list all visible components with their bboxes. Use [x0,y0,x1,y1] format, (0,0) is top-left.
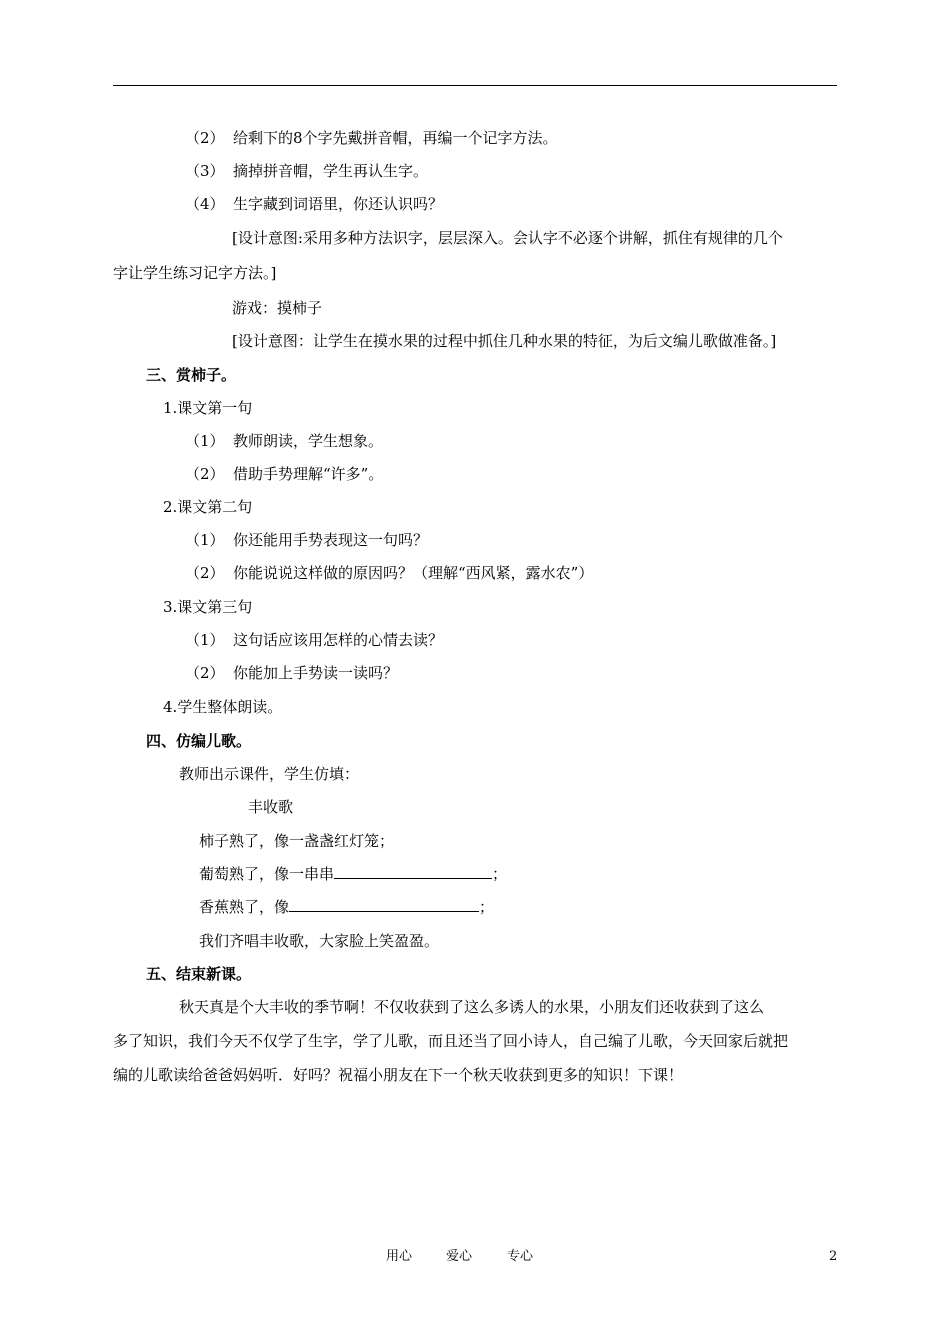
item-text: 给剩下的8个字先戴拼音帽，再编一个记字方法。 [233,129,558,147]
closing-paragraph-line-3: 编的儿歌读给爸爸妈妈听．好吗？祝福小朋友在下一个秋天收获到更多的知识！下课！ [113,1066,684,1084]
item-text: 生字藏到词语里，你还认识吗？ [233,195,444,213]
game-label: 游戏：摸柿子 [232,299,323,317]
subsection-heading: 1.课文第一句 [163,399,253,417]
item-number: （2） [185,465,225,483]
item-text: 你能说说这样做的原因吗？（理解“西风紧，露水农”） [233,564,594,582]
item-text: 借助手势理解“许多”。 [233,465,384,483]
poem-line-2-text: 葡萄熟了，像一串串 [199,865,335,883]
subsection-heading: 4.学生整体朗读。 [163,698,283,716]
design-intent-1-line1: [设计意图:采用多种方法识字，层层深入。会认字不必逐个讲解，抓住有规律的几个 [232,229,783,247]
item-number: （2） [185,129,225,147]
list-item [185,630,443,650]
item-text: 你能加上手势读一读吗？ [233,664,399,682]
poem-line-1: 柿子熟了，像一盏盏红灯笼； [199,832,395,850]
poem-line-4: 我们齐唱丰收歌，大家脸上笑盈盈。 [199,932,440,950]
section-5-heading: 五、结束新课。 [146,965,252,983]
item-number: （1） [185,531,225,549]
list-item [185,161,428,181]
footer-word-3: 专心 [507,1249,534,1264]
closing-paragraph-line-2: 多了知识，我们今天不仅学了生字，学了儿歌，而且还当了回小诗人，自己编了儿歌，今天回家后就把 [113,1032,789,1050]
item-text: 你还能用手势表现这一句吗？ [233,531,429,549]
list-item [185,530,428,550]
footer-word-1: 用心 [386,1249,413,1264]
poem-line-3-text: 香蕉熟了，像 [199,898,290,916]
list-item [185,663,398,683]
item-number: （2） [185,664,225,682]
design-intent-1-line2: 字让学生练习记字方法。] [113,264,277,282]
list-item [185,128,558,148]
fill-in-blank-grape[interactable] [334,864,492,879]
item-number: （3） [185,162,225,180]
item-number: （2） [185,564,225,582]
fill-in-blank-banana[interactable] [289,897,479,912]
item-number: （4） [185,195,225,213]
subsection-heading: 2.课文第二句 [163,498,253,516]
poem-intro: 教师出示课件，学生仿填： [179,765,360,783]
list-item [185,431,383,451]
item-text: 这句话应该用怎样的心情去读？ [233,631,444,649]
poem-punctuation: ； [492,865,508,883]
closing-paragraph-line-1: 秋天真是个大丰收的季节啊！不仅收获到了这么多诱人的水果，小朋友们还收获到了这么 [179,998,765,1016]
list-item [185,194,443,214]
poem-title: 丰收歌 [248,798,294,816]
section-3-heading: 三、赏柿子。 [146,366,237,384]
list-item [185,464,383,484]
item-number: （1） [185,432,225,450]
section-4-heading: 四、仿编儿歌。 [146,732,252,750]
header-rule [113,85,837,86]
subsection-heading: 3.课文第三句 [163,598,253,616]
item-text: 教师朗读，学生想象。 [233,432,384,450]
design-intent-2: [设计意图：让学生在摸水果的过程中抓住几种水果的特征，为后文编儿歌做准备。] [232,332,777,350]
poem-line-2 [199,864,507,884]
poem-punctuation: ； [479,898,495,916]
page-number: 2 [829,1249,838,1264]
footer-word-2: 爱心 [446,1249,473,1264]
poem-line-3 [199,897,494,917]
item-text: 摘掉拼音帽，学生再认生字。 [233,162,429,180]
item-number: （1） [185,631,225,649]
list-item [185,563,593,583]
